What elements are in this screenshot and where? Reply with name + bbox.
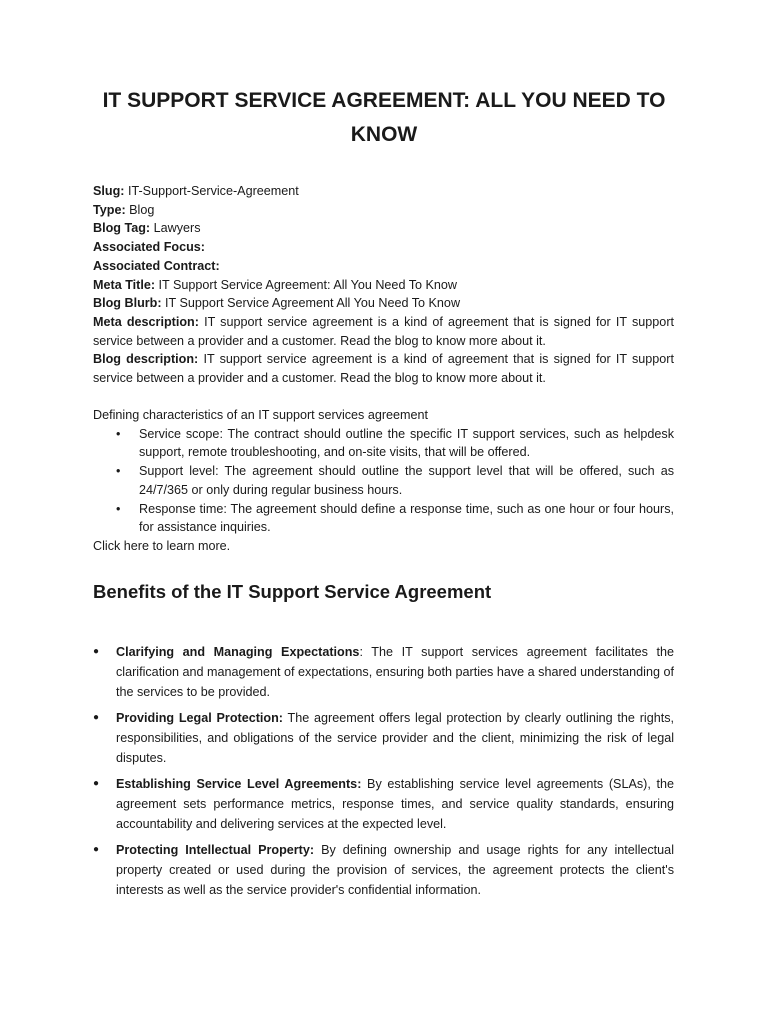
meta-value: IT Support Service Agreement All You Need To Know: [161, 296, 461, 311]
meta-label: Associated Contract:: [93, 258, 220, 273]
characteristics-section: [93, 406, 674, 556]
meta-slug: [93, 182, 674, 201]
benefit-text: By defining ownership and usage rights for any intellectual property created or used during the provision of services, the agreement protects the client's interests as well as the service provider's confidential information.: [116, 843, 674, 897]
meta-label: Blog Blurb:: [93, 296, 162, 311]
benefit-label: Providing Legal Protection:: [116, 711, 283, 725]
meta-label: Associated Focus:: [93, 240, 205, 255]
meta-label: Type:: [93, 202, 126, 217]
benefit-label: Clarifying and Managing Expectations: [116, 645, 360, 659]
benefits-list: [93, 642, 674, 906]
meta-value: IT support service agreement is a kind of agreement that is signed for IT support service between a provider and a customer. Read the blog to know more about it.: [93, 352, 674, 386]
meta-type: [93, 201, 674, 220]
benefits-heading: Benefits of the IT Support Service Agreement: [93, 581, 492, 602]
characteristics-list: [93, 425, 674, 537]
meta-value: IT support service agreement is a kind of agreement that is signed for IT support service between a provider and a customer. Read the blog to know more about it.: [93, 314, 675, 348]
meta-associated-contract: [93, 257, 674, 276]
metadata-block: [93, 182, 674, 388]
meta-label: Meta Title:: [93, 277, 156, 292]
meta-title-line: [93, 276, 674, 295]
meta-value: IT Support Service Agreement: All You Need To Know: [155, 277, 458, 292]
list-item: [93, 642, 674, 702]
meta-description: [93, 313, 674, 350]
list-item: • Service scope: The contract should outline the specific IT support services, such as helpdesk support, remote troubleshooting, and on-site visits, that will be offered.: [93, 425, 674, 462]
characteristics-intro: Defining characteristics of an IT support services agreement: [93, 408, 429, 422]
benefit-label: Establishing Service Level Agreements:: [116, 777, 362, 791]
benefit-text: The agreement offers legal protection by clearly outlining the rights, responsibilities, and obligations of the service provider and the client, minimizing the risk of legal disputes.: [116, 711, 674, 765]
meta-value: Lawyers: [150, 221, 201, 236]
meta-blog-description: [93, 350, 674, 387]
benefit-text: : The IT support services agreement facilitates the clarification and management of expectations, ensuring both parties have a shared understanding of the services to be provided.: [116, 645, 674, 699]
meta-label: Blog Tag:: [93, 221, 151, 236]
document-title: IT SUPPORT SERVICE AGREEMENT: ALL YOU NEED TO KNOW: [102, 89, 666, 146]
meta-value: IT-Support-Service-Agreement: [124, 184, 299, 198]
meta-label: Meta description:: [93, 314, 199, 329]
list-item: • Response time: The agreement should define a response time, such as one hour or four hours, for assistance inquiries.: [93, 500, 674, 537]
meta-blog-blurb: [93, 294, 674, 313]
list-item: [93, 708, 674, 768]
benefit-text: By establishing service level agreements (SLAs), the agreement sets performance metrics, response times, and service quality standards, ensuring accountability and delivering services at the expected level.: [116, 777, 674, 831]
list-item: [93, 840, 674, 900]
learn-more-link[interactable]: Click here to learn more.: [93, 538, 231, 553]
meta-label: Blog description:: [93, 352, 199, 367]
benefit-label: Protecting Intellectual Property:: [116, 843, 315, 857]
meta-value: Blog: [125, 202, 155, 217]
meta-associated-focus: [93, 238, 674, 257]
meta-label: Slug:: [93, 184, 125, 198]
list-item: [93, 774, 674, 834]
meta-blog-tag: [93, 219, 674, 238]
list-item: • Support level: The agreement should outline the support level that will be offered, such as 24/7/365 or only during regular business hours.: [93, 462, 674, 499]
